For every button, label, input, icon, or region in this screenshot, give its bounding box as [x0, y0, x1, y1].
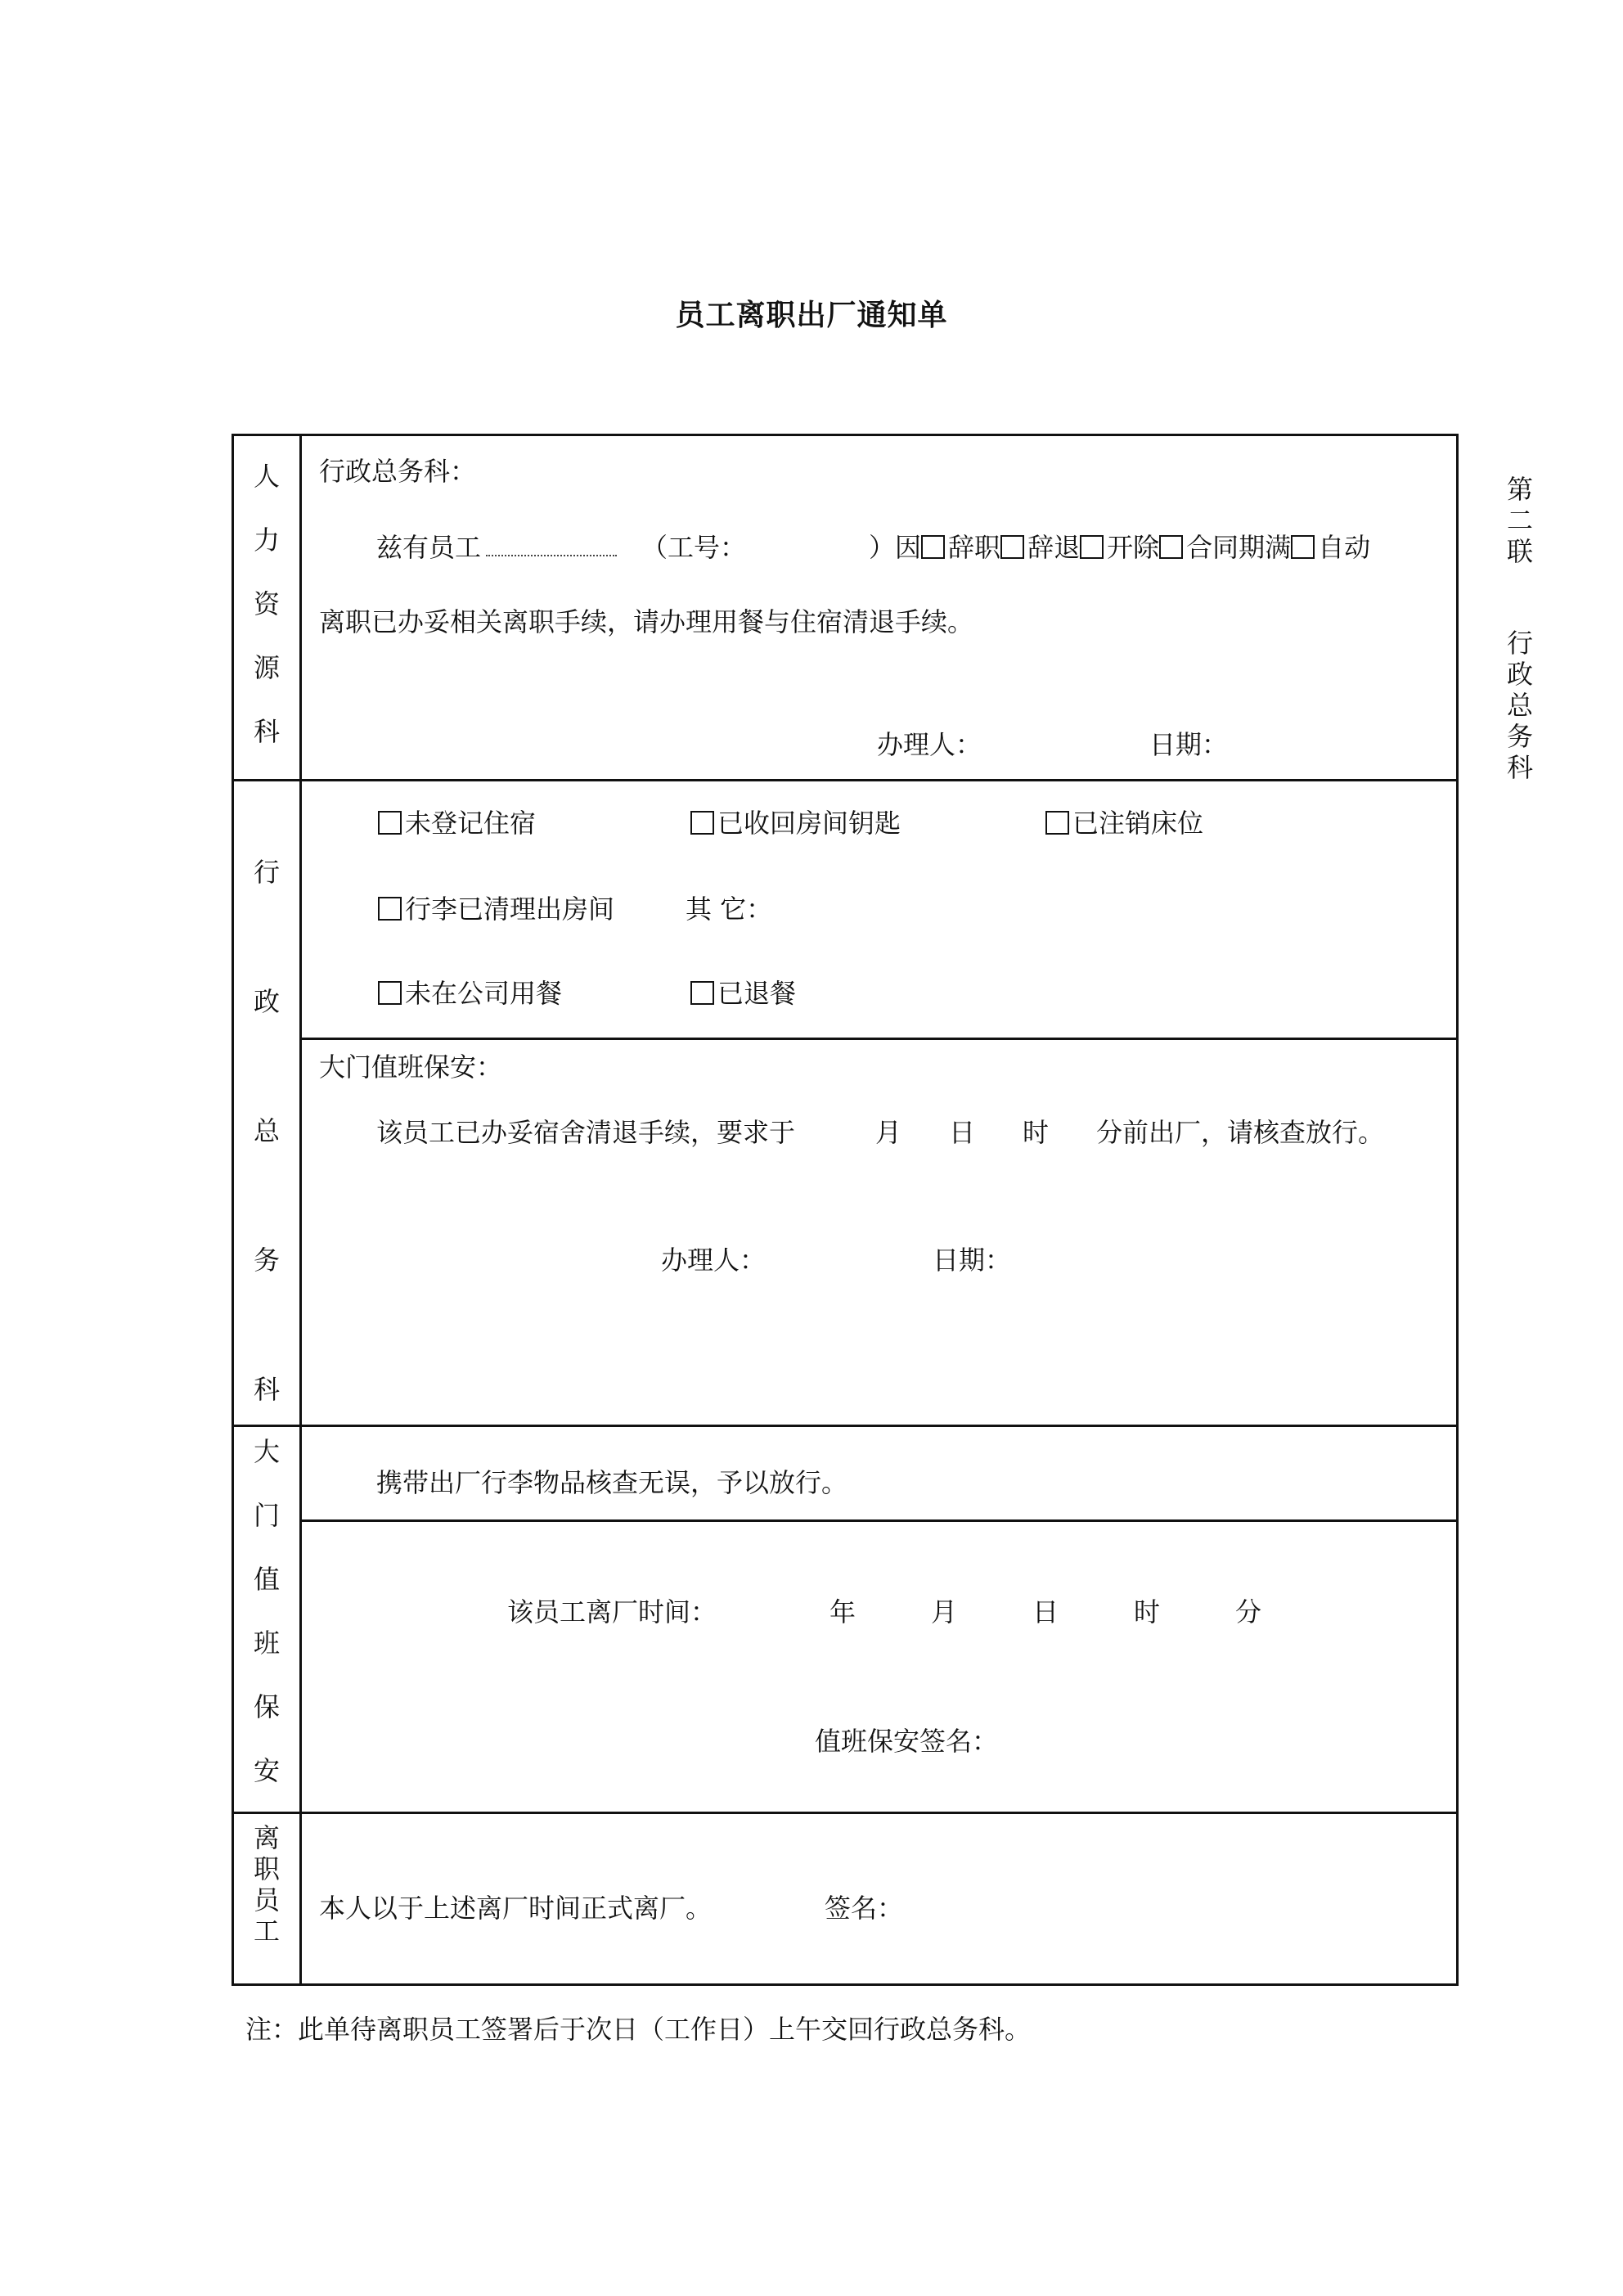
employee-name-field[interactable] — [486, 533, 617, 556]
leave-time-label: 该员工离厂时间： — [507, 1596, 717, 1627]
bed-cancelled-checkbox[interactable] — [1045, 811, 1069, 835]
row-divider-guard — [232, 1812, 1459, 1814]
contract-end-checkbox[interactable] — [1159, 535, 1183, 559]
checklist-item: 未登记住宿 — [378, 810, 536, 836]
label-column-divider — [299, 434, 302, 1986]
resign-checkbox[interactable] — [921, 535, 945, 559]
employee-statement: 本人以于上述离厂时间正式离厂。 — [319, 1893, 713, 1924]
checklist-item: 已注销床位 — [1045, 810, 1203, 836]
hr-sentence: 离职已办妥相关离职手续，请办理用餐与住宿清退手续。 — [319, 606, 974, 637]
admin-handler-label: 办理人： — [661, 1245, 767, 1276]
leave-minute: 分 — [1235, 1596, 1262, 1627]
notice-day: 日 — [949, 1117, 976, 1148]
guard-addressee: 大门值班保安： — [319, 1051, 503, 1083]
other-label: 其 它： — [686, 894, 773, 925]
luggage-cleared-checkbox[interactable] — [378, 897, 402, 921]
checklist-item: 已退餐 — [690, 980, 796, 1006]
notice-suffix: 分前出厂，请核查放行。 — [1096, 1117, 1385, 1148]
hr-addressee: 行政总务科： — [319, 456, 477, 487]
leave-hour: 时 — [1134, 1596, 1161, 1627]
key-returned-checkbox[interactable] — [690, 811, 714, 835]
form-title: 员工离职出厂通知单 — [675, 299, 948, 332]
table-border-left — [232, 434, 234, 1986]
row-divider-admin-inner — [299, 1038, 1459, 1040]
row-divider-guard-inner — [299, 1519, 1459, 1522]
hr-handler-label: 办理人： — [877, 729, 982, 760]
notice-hour: 时 — [1023, 1117, 1050, 1148]
dismiss-checkbox[interactable] — [1000, 535, 1024, 559]
leave-year: 年 — [829, 1596, 856, 1627]
fire-checkbox[interactable] — [1080, 535, 1104, 559]
notice-prefix: 该员工已办妥宿舍清退手续，要求于 — [376, 1117, 796, 1148]
row-divider-hr — [232, 779, 1459, 781]
checklist-item: 已收回房间钥匙 — [690, 810, 901, 836]
leave-month: 月 — [931, 1596, 958, 1627]
hr-dismissal-line: 兹有员工 （工号： ）因 辞职 辞退 开除 合同期满 自动 — [376, 532, 1371, 563]
no-meals-checkbox[interactable] — [378, 981, 402, 1005]
luggage-check-text: 携带出厂行李物品核查无误，予以放行。 — [376, 1467, 848, 1498]
table-border-right — [1456, 434, 1459, 1986]
voluntary-checkbox[interactable] — [1291, 535, 1315, 559]
guard-signature-label: 值班保安签名： — [815, 1726, 999, 1757]
footnote: 注：此单待离职员工签署后于次日（工作日）上午交回行政总务科。 — [245, 2014, 1032, 2045]
row-divider-admin — [232, 1425, 1459, 1427]
notice-month: 月 — [875, 1117, 902, 1148]
checklist-item: 未在公司用餐 — [378, 980, 562, 1006]
no-dorm-checkbox[interactable] — [378, 811, 402, 835]
admin-date-label: 日期： — [933, 1245, 1012, 1276]
checklist-item: 行李已清理出房间 — [378, 896, 614, 922]
hr-date-label: 日期： — [1149, 729, 1229, 760]
meals-cancelled-checkbox[interactable] — [690, 981, 714, 1005]
leave-day: 日 — [1032, 1596, 1059, 1627]
table-border-bottom — [232, 1983, 1459, 1986]
employee-signature-label: 签名： — [825, 1893, 904, 1924]
table-border-top — [232, 434, 1459, 436]
